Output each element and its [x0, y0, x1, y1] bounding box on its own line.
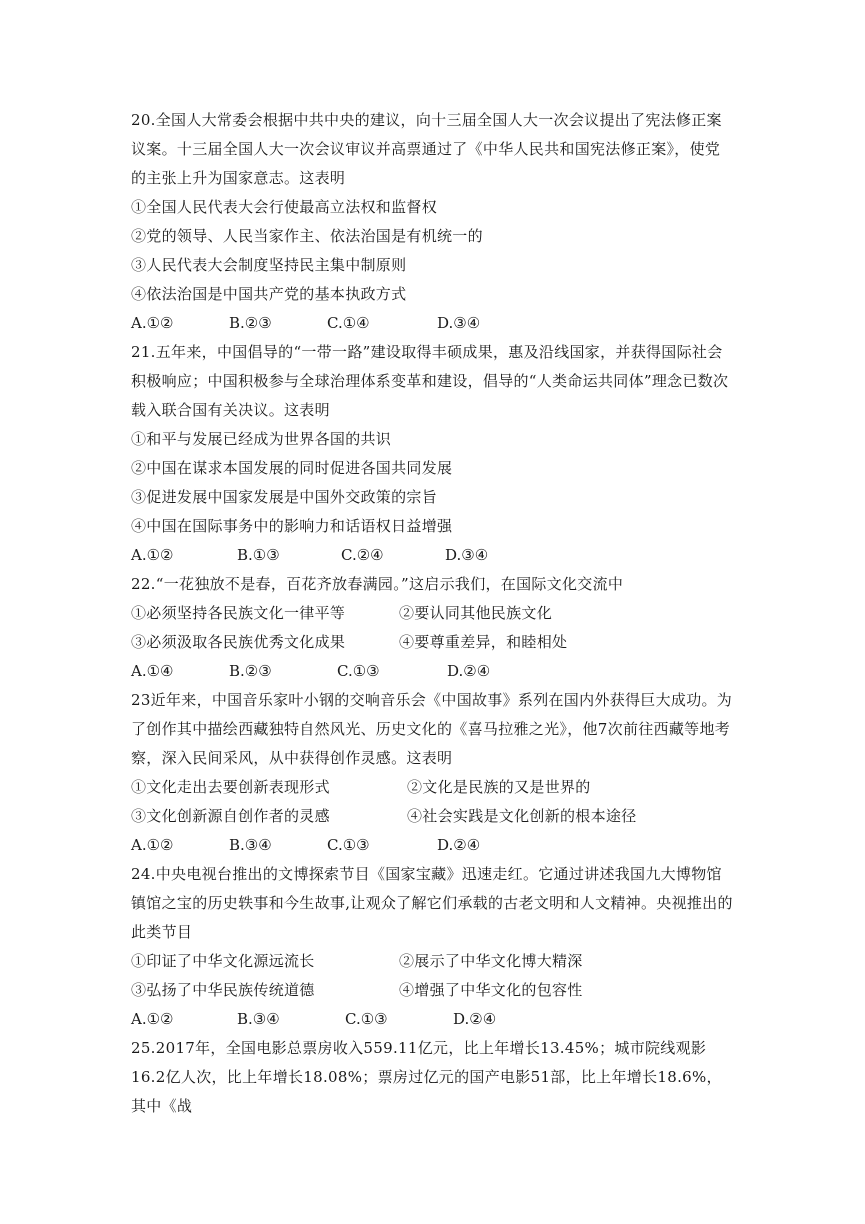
question-stem: 24.中央电视台推出的文博探索节目《国家宝藏》迅速走红。它通过讲述我国九大博物馆镇馆之宝的历史轶事和今生故事,让观众了解它们承载的古老文明和人文精神。央视推出的此类节目: [131, 865, 733, 941]
option-2: ②党的领导、人民当家作主、依法治国是有机统一的: [131, 227, 483, 245]
option-row: [131, 773, 735, 802]
option-2: ②要认同其他民族文化: [399, 604, 553, 622]
answer-a: A.①④: [131, 662, 174, 680]
answer-a: A.①②: [131, 314, 174, 332]
answer-d: D.②④: [437, 836, 481, 854]
option-1: ①印证了中华文化源远流长: [131, 952, 315, 970]
question-stem: 20.全国人大常委会根据中共中央的建议，向十三届全国人大一次会议提出了宪法修正案议案。十三届全国人大一次会议审议并高票通过了《中华人民共和国宪法修正案》，使党的主张上升为国家意志。这表明: [131, 111, 722, 187]
question-stem: 25.2017年，全国电影总票房收入559.11亿元，比上年增长13.45%；城市院线观影16.2亿人次，比上年增长18.08%；票房过亿元的国产电影51部，比上年增长18.6%，其中《战: [131, 1039, 722, 1115]
option-4: ④社会实践是文化创新的根本途径: [407, 807, 637, 825]
option-row: [131, 599, 735, 628]
question-25: [131, 1034, 735, 1121]
option-3: ③人民代表大会制度坚持民主集中制原则: [131, 256, 407, 274]
option-4: ④依法治国是中国共产党的基本执政方式: [131, 285, 407, 303]
answer-b: B.③④: [237, 1010, 280, 1028]
answer-b: B.②③: [229, 314, 272, 332]
question-21: [131, 338, 735, 570]
option-4: ④增强了中华文化的包容性: [399, 981, 583, 999]
option-row: [131, 802, 735, 831]
answer-b: B.①③: [237, 546, 280, 564]
option-2: ②文化是民族的又是世界的: [407, 778, 591, 796]
option-3: ③促进发展中国家发展是中国外交政策的宗旨: [131, 488, 438, 506]
answer-d: D.③④: [445, 546, 489, 564]
option-4: ④要尊重差异，和睦相处: [399, 633, 568, 651]
option-3: ③文化创新源自创作者的灵感: [131, 807, 330, 825]
option-3: ③必须汲取各民族优秀文化成果: [131, 633, 346, 651]
option-3: ③弘扬了中华民族传统道德: [131, 981, 315, 999]
option-row: [131, 976, 735, 1005]
answer-choices: [131, 309, 735, 338]
answer-c: C.①③: [337, 662, 380, 680]
option-row: [131, 947, 735, 976]
option-row: [131, 628, 735, 657]
answer-b: B.③④: [229, 836, 272, 854]
option-1: ①全国人民代表大会行使最高立法权和监督权: [131, 198, 438, 216]
answer-choices: [131, 831, 735, 860]
option-2: ②展示了中华文化博大精深: [399, 952, 583, 970]
question-list: [131, 106, 735, 1121]
question-23: [131, 686, 735, 860]
option-1: ①必须坚持各民族文化一律平等: [131, 604, 346, 622]
option-1: ①文化走出去要创新表现形式: [131, 778, 330, 796]
option-4: ④中国在国际事务中的影响力和话语权日益增强: [131, 517, 453, 535]
answer-a: A.①②: [131, 836, 174, 854]
answer-c: C.①③: [345, 1010, 388, 1028]
answer-c: C.①④: [327, 314, 370, 332]
question-22: [131, 570, 735, 686]
question-stem: 21.五年来，中国倡导的“一带一路”建设取得丰硕成果，惠及沿线国家，并获得国际社会积极响应；中国积极参与全球治理体系变革和建设，倡导的“人类命运共同体”理念已数次载入联合国有关决议。这表明: [131, 343, 729, 419]
option-2: ②中国在谋求本国发展的同时促进各国共同发展: [131, 459, 453, 477]
answer-c: C.②④: [341, 546, 384, 564]
question-stem: 23近年来，中国音乐家叶小钢的交响音乐会《中国故事》系列在国内外获得巨大成功。为了创作其中描绘西藏独特自然风光、历史文化的《喜马拉雅之光》，他7次前往西藏等地考察，深入民间采风，从中获得创作灵感。这表明: [131, 691, 733, 767]
answer-choices: [131, 657, 735, 686]
answer-c: C.①③: [327, 836, 370, 854]
answer-a: A.①②: [131, 546, 174, 564]
question-stem: 22.“一花独放不是春，百花齐放春满园。”这启示我们，在国际文化交流中: [131, 575, 624, 593]
answer-a: A.①②: [131, 1010, 174, 1028]
option-1: ①和平与发展已经成为世界各国的共识: [131, 430, 392, 448]
answer-choices: [131, 1005, 735, 1034]
question-24: [131, 860, 735, 1034]
answer-choices: [131, 541, 735, 570]
answer-d: D.③④: [437, 314, 481, 332]
answer-d: D.②④: [447, 662, 491, 680]
answer-d: D.②④: [453, 1010, 497, 1028]
question-20: [131, 106, 735, 338]
answer-b: B.②③: [229, 662, 272, 680]
